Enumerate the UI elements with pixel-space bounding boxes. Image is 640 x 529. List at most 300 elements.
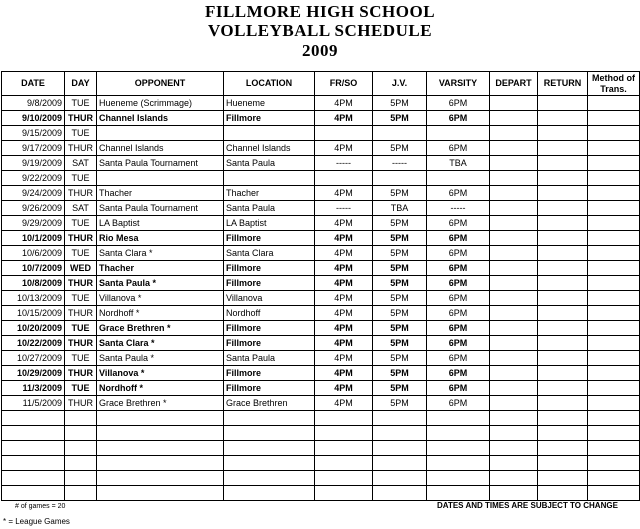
header-row (2, 72, 640, 96)
table-row (2, 306, 640, 321)
change-notice: DATES AND TIMES ARE SUBJECT TO CHANGE (437, 501, 618, 510)
cell-jv: 5PM (373, 366, 427, 381)
column-header-trans: Method of Trans. (588, 72, 640, 96)
cell-varsity (427, 426, 490, 441)
cell-return (538, 186, 588, 201)
cell-opponent: Santa Paula * (97, 351, 224, 366)
cell-jv: 5PM (373, 351, 427, 366)
cell-return (538, 276, 588, 291)
cell-location: Grace Brethren (224, 396, 315, 411)
cell-day: TUE (65, 171, 97, 186)
cell-frso (315, 126, 373, 141)
cell-jv (373, 441, 427, 456)
cell-return (538, 336, 588, 351)
cell-opponent: Hueneme (Scrimmage) (97, 96, 224, 111)
cell-frso: 4PM (315, 336, 373, 351)
cell-return (538, 111, 588, 126)
table-row (2, 111, 640, 126)
cell-varsity: 6PM (427, 366, 490, 381)
cell-frso: 4PM (315, 111, 373, 126)
cell-jv: 5PM (373, 246, 427, 261)
cell-return (538, 231, 588, 246)
cell-jv (373, 486, 427, 501)
cell-opponent (97, 411, 224, 426)
cell-return (538, 411, 588, 426)
cell-trans (588, 276, 640, 291)
column-header-day: DAY (65, 72, 97, 96)
cell-location (224, 171, 315, 186)
column-header-depart: DEPART (490, 72, 538, 96)
cell-return (538, 126, 588, 141)
cell-varsity: 6PM (427, 141, 490, 156)
schedule-table (1, 71, 640, 501)
cell-date: 10/7/2009 (2, 261, 65, 276)
cell-location: Fillmore (224, 231, 315, 246)
cell-date: 9/22/2009 (2, 171, 65, 186)
cell-depart (490, 291, 538, 306)
cell-date (2, 411, 65, 426)
cell-location: Santa Clara (224, 246, 315, 261)
cell-day: THUR (65, 141, 97, 156)
cell-frso (315, 471, 373, 486)
cell-day: THUR (65, 366, 97, 381)
cell-opponent: Rio Mesa (97, 231, 224, 246)
cell-depart (490, 306, 538, 321)
cell-date: 9/24/2009 (2, 186, 65, 201)
cell-opponent: Santa Clara * (97, 246, 224, 261)
cell-depart (490, 186, 538, 201)
cell-varsity (427, 441, 490, 456)
cell-day: TUE (65, 381, 97, 396)
column-header-opponent: OPPONENT (97, 72, 224, 96)
cell-varsity: 6PM (427, 246, 490, 261)
cell-frso: 4PM (315, 351, 373, 366)
cell-location (224, 471, 315, 486)
cell-location: Fillmore (224, 261, 315, 276)
cell-varsity (427, 126, 490, 141)
cell-date: 9/19/2009 (2, 156, 65, 171)
column-header-varsity: VARSITY (427, 72, 490, 96)
cell-depart (490, 486, 538, 501)
cell-day: THUR (65, 336, 97, 351)
cell-depart (490, 351, 538, 366)
cell-frso: 4PM (315, 381, 373, 396)
cell-depart (490, 426, 538, 441)
cell-trans (588, 261, 640, 276)
cell-location: Channel Islands (224, 141, 315, 156)
cell-location (224, 486, 315, 501)
cell-depart (490, 381, 538, 396)
cell-location: Hueneme (224, 96, 315, 111)
cell-return (538, 441, 588, 456)
cell-day: SAT (65, 201, 97, 216)
table-row (2, 366, 640, 381)
cell-depart (490, 411, 538, 426)
cell-location: Fillmore (224, 336, 315, 351)
cell-varsity: TBA (427, 156, 490, 171)
cell-frso: 4PM (315, 246, 373, 261)
cell-frso: 4PM (315, 261, 373, 276)
cell-trans (588, 471, 640, 486)
cell-trans (588, 486, 640, 501)
cell-depart (490, 216, 538, 231)
cell-return (538, 351, 588, 366)
column-header-date: DATE (2, 72, 65, 96)
cell-jv (373, 126, 427, 141)
cell-location: Fillmore (224, 111, 315, 126)
cell-varsity: 6PM (427, 396, 490, 411)
cell-opponent (97, 471, 224, 486)
cell-depart (490, 126, 538, 141)
cell-jv: 5PM (373, 396, 427, 411)
cell-trans (588, 96, 640, 111)
cell-day: THUR (65, 111, 97, 126)
cell-varsity (427, 411, 490, 426)
cell-opponent: LA Baptist (97, 216, 224, 231)
cell-date: 9/15/2009 (2, 126, 65, 141)
cell-trans (588, 216, 640, 231)
table-row (2, 291, 640, 306)
cell-date (2, 471, 65, 486)
cell-jv: 5PM (373, 276, 427, 291)
schedule-title: VOLLEYBALL SCHEDULE (207, 21, 433, 40)
cell-opponent: Channel Islands (97, 141, 224, 156)
cell-day: THUR (65, 186, 97, 201)
cell-location (224, 411, 315, 426)
cell-date (2, 426, 65, 441)
cell-trans (588, 336, 640, 351)
cell-return (538, 471, 588, 486)
cell-return (538, 396, 588, 411)
cell-location: Santa Paula (224, 201, 315, 216)
empty-row (2, 486, 640, 501)
cell-opponent (97, 456, 224, 471)
cell-return (538, 321, 588, 336)
cell-frso: 4PM (315, 291, 373, 306)
cell-varsity (427, 171, 490, 186)
cell-frso: ----- (315, 201, 373, 216)
cell-jv: ----- (373, 156, 427, 171)
cell-jv (373, 456, 427, 471)
cell-day (65, 426, 97, 441)
cell-jv (373, 471, 427, 486)
cell-trans (588, 396, 640, 411)
cell-return (538, 306, 588, 321)
cell-trans (588, 351, 640, 366)
cell-return (538, 171, 588, 186)
cell-opponent (97, 126, 224, 141)
cell-frso: 4PM (315, 186, 373, 201)
cell-date: 9/10/2009 (2, 111, 65, 126)
cell-date: 10/15/2009 (2, 306, 65, 321)
cell-day: THUR (65, 231, 97, 246)
cell-date: 10/1/2009 (2, 231, 65, 246)
cell-return (538, 216, 588, 231)
cell-return (538, 486, 588, 501)
cell-opponent: Grace Brethren * (97, 396, 224, 411)
cell-return (538, 141, 588, 156)
cell-jv (373, 171, 427, 186)
cell-frso: 4PM (315, 216, 373, 231)
table-row (2, 261, 640, 276)
cell-varsity: 6PM (427, 231, 490, 246)
cell-trans (588, 456, 640, 471)
cell-return (538, 156, 588, 171)
table-row (2, 126, 640, 141)
column-header-return: RETURN (538, 72, 588, 96)
cell-depart (490, 141, 538, 156)
table-row (2, 246, 640, 261)
cell-jv: 5PM (373, 186, 427, 201)
cell-location: Fillmore (224, 366, 315, 381)
empty-row (2, 441, 640, 456)
cell-opponent: Villanova * (97, 366, 224, 381)
cell-depart (490, 201, 538, 216)
cell-depart (490, 441, 538, 456)
table-row (2, 231, 640, 246)
cell-opponent: Thacher (97, 186, 224, 201)
cell-frso (315, 411, 373, 426)
cell-depart (490, 471, 538, 486)
cell-opponent (97, 171, 224, 186)
cell-trans (588, 426, 640, 441)
cell-frso: 4PM (315, 321, 373, 336)
cell-opponent: Nordhoff * (97, 381, 224, 396)
cell-day: THUR (65, 396, 97, 411)
cell-date: 9/17/2009 (2, 141, 65, 156)
cell-varsity (427, 456, 490, 471)
cell-location: Santa Paula (224, 351, 315, 366)
cell-trans (588, 111, 640, 126)
cell-location: LA Baptist (224, 216, 315, 231)
table-row (2, 216, 640, 231)
cell-varsity: 6PM (427, 321, 490, 336)
cell-location (224, 426, 315, 441)
cell-jv: 5PM (373, 261, 427, 276)
empty-row (2, 426, 640, 441)
cell-day: THUR (65, 276, 97, 291)
cell-jv: 5PM (373, 96, 427, 111)
cell-trans (588, 441, 640, 456)
empty-row (2, 471, 640, 486)
cell-location: Thacher (224, 186, 315, 201)
cell-day (65, 486, 97, 501)
cell-date: 10/29/2009 (2, 366, 65, 381)
column-header-frso: FR/SO (315, 72, 373, 96)
cell-day (65, 456, 97, 471)
cell-jv: 5PM (373, 291, 427, 306)
cell-location: Nordhoff (224, 306, 315, 321)
cell-varsity: 6PM (427, 291, 490, 306)
cell-return (538, 246, 588, 261)
table-row (2, 171, 640, 186)
cell-return (538, 366, 588, 381)
cell-trans (588, 321, 640, 336)
cell-date: 11/5/2009 (2, 396, 65, 411)
cell-depart (490, 276, 538, 291)
empty-row (2, 411, 640, 426)
cell-varsity: ----- (427, 201, 490, 216)
table-row (2, 156, 640, 171)
cell-date: 10/13/2009 (2, 291, 65, 306)
cell-depart (490, 246, 538, 261)
cell-day: TUE (65, 96, 97, 111)
table-row (2, 186, 640, 201)
cell-opponent (97, 441, 224, 456)
cell-return (538, 291, 588, 306)
cell-day: WED (65, 261, 97, 276)
cell-frso (315, 441, 373, 456)
cell-date: 10/20/2009 (2, 321, 65, 336)
cell-trans (588, 291, 640, 306)
cell-day: TUE (65, 351, 97, 366)
cell-jv: 5PM (373, 231, 427, 246)
cell-day: THUR (65, 306, 97, 321)
cell-return (538, 426, 588, 441)
cell-trans (588, 186, 640, 201)
cell-location (224, 126, 315, 141)
cell-date: 10/22/2009 (2, 336, 65, 351)
cell-jv: 5PM (373, 306, 427, 321)
cell-return (538, 456, 588, 471)
cell-varsity: 6PM (427, 336, 490, 351)
cell-date (2, 486, 65, 501)
cell-frso (315, 171, 373, 186)
cell-trans (588, 411, 640, 426)
cell-trans (588, 156, 640, 171)
cell-varsity: 6PM (427, 351, 490, 366)
cell-opponent: Nordhoff * (97, 306, 224, 321)
cell-opponent: Santa Paula Tournament (97, 201, 224, 216)
cell-location: Villanova (224, 291, 315, 306)
cell-varsity: 6PM (427, 216, 490, 231)
cell-depart (490, 96, 538, 111)
cell-day (65, 441, 97, 456)
cell-date: 11/3/2009 (2, 381, 65, 396)
cell-trans (588, 246, 640, 261)
cell-frso (315, 426, 373, 441)
cell-location (224, 456, 315, 471)
cell-jv: 5PM (373, 381, 427, 396)
cell-varsity: 6PM (427, 306, 490, 321)
cell-opponent: Thacher (97, 261, 224, 276)
cell-depart (490, 111, 538, 126)
cell-trans (588, 141, 640, 156)
cell-location: Santa Paula (224, 156, 315, 171)
cell-varsity: 6PM (427, 96, 490, 111)
cell-depart (490, 336, 538, 351)
cell-location: Fillmore (224, 381, 315, 396)
cell-location: Fillmore (224, 276, 315, 291)
cell-date (2, 456, 65, 471)
cell-varsity: 6PM (427, 276, 490, 291)
cell-trans (588, 381, 640, 396)
table-row (2, 381, 640, 396)
cell-depart (490, 366, 538, 381)
cell-jv: 5PM (373, 321, 427, 336)
cell-opponent: Santa Paula * (97, 276, 224, 291)
cell-day: SAT (65, 156, 97, 171)
games-count: # of games = 20 (15, 503, 66, 510)
cell-day: TUE (65, 216, 97, 231)
cell-day: TUE (65, 126, 97, 141)
cell-date: 10/27/2009 (2, 351, 65, 366)
cell-opponent (97, 426, 224, 441)
cell-trans (588, 171, 640, 186)
cell-frso: ----- (315, 156, 373, 171)
table-row (2, 351, 640, 366)
cell-trans (588, 306, 640, 321)
table-row (2, 96, 640, 111)
cell-varsity: 6PM (427, 261, 490, 276)
cell-trans (588, 201, 640, 216)
cell-jv: 5PM (373, 336, 427, 351)
cell-opponent: Grace Brethren * (97, 321, 224, 336)
cell-frso: 4PM (315, 366, 373, 381)
league-legend: * = League Games (3, 517, 70, 526)
cell-date: 10/8/2009 (2, 276, 65, 291)
table-row (2, 201, 640, 216)
cell-depart (490, 396, 538, 411)
cell-frso (315, 486, 373, 501)
cell-opponent (97, 486, 224, 501)
cell-day: TUE (65, 246, 97, 261)
table-row (2, 396, 640, 411)
cell-frso: 4PM (315, 396, 373, 411)
cell-return (538, 261, 588, 276)
cell-frso: 4PM (315, 96, 373, 111)
cell-varsity: 6PM (427, 381, 490, 396)
cell-depart (490, 171, 538, 186)
table-row (2, 276, 640, 291)
schedule-year: 2009 (302, 41, 338, 60)
cell-depart (490, 321, 538, 336)
cell-frso (315, 456, 373, 471)
cell-jv: 5PM (373, 111, 427, 126)
empty-row (2, 456, 640, 471)
column-header-jv: J.V. (373, 72, 427, 96)
cell-depart (490, 261, 538, 276)
cell-opponent: Santa Clara * (97, 336, 224, 351)
cell-return (538, 201, 588, 216)
cell-jv: 5PM (373, 141, 427, 156)
cell-depart (490, 231, 538, 246)
cell-opponent: Santa Paula Tournament (97, 156, 224, 171)
cell-date: 9/8/2009 (2, 96, 65, 111)
cell-location (224, 441, 315, 456)
cell-trans (588, 231, 640, 246)
cell-date: 10/6/2009 (2, 246, 65, 261)
cell-depart (490, 456, 538, 471)
column-header-location: LOCATION (224, 72, 315, 96)
cell-frso: 4PM (315, 141, 373, 156)
table-row (2, 141, 640, 156)
school-title: FILLMORE HIGH SCHOOL (204, 2, 436, 21)
cell-opponent: Channel Islands (97, 111, 224, 126)
cell-frso: 4PM (315, 276, 373, 291)
cell-varsity (427, 471, 490, 486)
cell-varsity (427, 486, 490, 501)
cell-day: TUE (65, 291, 97, 306)
cell-varsity: 6PM (427, 111, 490, 126)
cell-frso: 4PM (315, 306, 373, 321)
cell-date (2, 441, 65, 456)
cell-return (538, 96, 588, 111)
cell-trans (588, 126, 640, 141)
cell-jv (373, 426, 427, 441)
cell-jv: TBA (373, 201, 427, 216)
cell-day (65, 411, 97, 426)
